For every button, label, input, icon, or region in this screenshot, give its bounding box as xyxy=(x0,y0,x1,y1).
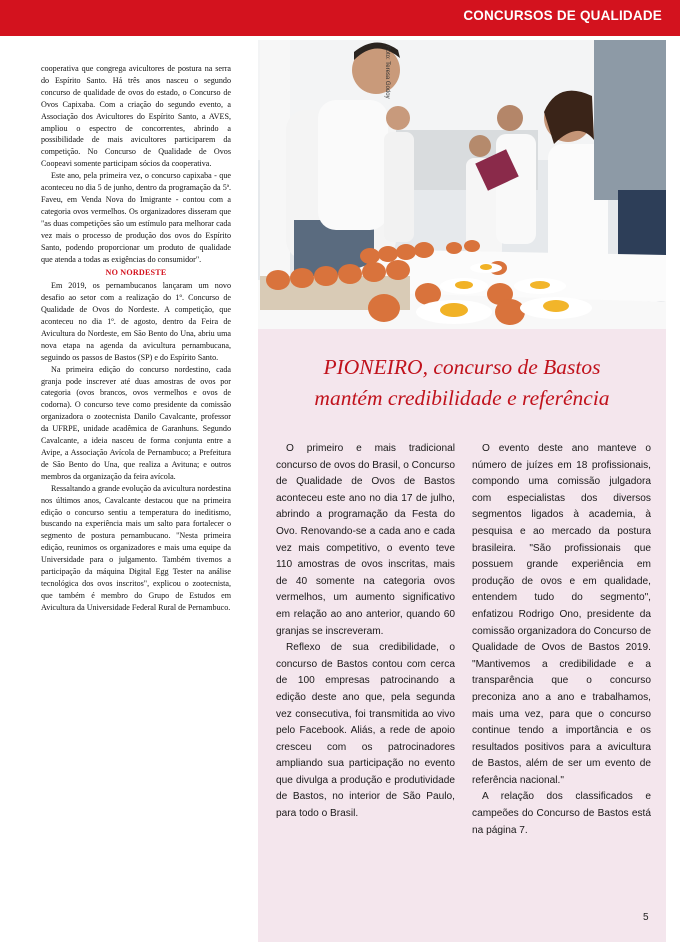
judging-photo-illustration xyxy=(258,40,666,329)
left-text-column xyxy=(41,63,231,614)
left-paragraph: cooperativa que congrega avicultores de postura na serra do Espírito Santo. Há três anos nasceu o segundo concurso de qualidade de ovos do estado, o Concurso de Ovos Capixaba. Com a criação do segundo evento, a Associação dos Avicultores do Espírito Santo, a AVES, ampliou o espectro de concorrentes, abrindo a possibilidade de mais avicultores participarem da competição. No Concurso de Qualidade de Ovos Coopeavi somente participam sócios da cooperativa. xyxy=(41,64,231,169)
photo-credit: Foto: Teresa Godoy xyxy=(384,46,390,99)
page-number: 5 xyxy=(643,912,649,923)
judging-photo xyxy=(258,40,666,329)
headline-line-1: PIONEIRO, concurso de Bastos xyxy=(323,355,601,379)
article-paragraph: Reflexo de sua credibilidade, o concurso de Bastos contou com cerca de 100 empresas patrocinando a edição deste ano que, pela segunda vez consecutiva, foi transmitida ao vivo pelo Facebook. Aliás, a rede de apoio cresceu com os patrocinadores ampliando sua participação no evento que divulga a produção e produtividade de Bastos, no interior de São Paulo, para todo o Brasil. xyxy=(276,642,455,820)
left-paragraph: Ressaltando a grande evolução da avicultura nordestina nos últimos anos, Cavalcante destacou que na primeira edição o concurso sentiu a temperatura do ineditismo, buscando na experiência mais um salto para fortalecer o segmento de postura pernambucano. "Nesta primeira edição, reunimos os organizadores e mais uma equipe da Universidade para o julgamento. Também tivemos a participação da máquina Digital Egg Tester na análise tecnológica dos ovos inscritos", explicou o zootecnista, que também é membro do Grupo de Estudos em Avicultura da Universidade Federal Rural de Pernambuco. xyxy=(41,483,231,612)
article-headline xyxy=(260,352,664,414)
section-title: CONCURSOS DE QUALIDADE xyxy=(463,8,662,23)
article-paragraph: A relação dos classificados e campeões do Concurso de Bastos está na página 7. xyxy=(472,791,651,836)
left-paragraph: Este ano, pela primeira vez, o concurso capixaba - que aconteceu no dia 5 de junho, dentro da programação da 5ª. Faveu, em Venda Nova do Imigrante - contou com a categoria ovos vermelhos. Os organizadores disseram que "as duas competições são um estímulo para melhorar cada vez mais o processo de produção dos ovos do Espírito Santo, podendo proporcionar um produto de qualidade que atenda a todas as exigências do consumidor". xyxy=(41,171,231,264)
article-paragraph: O evento deste ano manteve o número de juízes em 18 profissionais, compondo uma comissão julgadora com especialistas dos diversos segmentos ligados à academia, à pesquisa e ao mercado da postura brasileira. "São profissionais que possuem grande experiência em produção de ovos e em qualidade, entendem tudo do segmento", enfatizou Rodrigo Ono, presidente da comissão organizadora do Concurso de Qualidade de Ovos de Bastos 2019. "Mantivemos a credibilidade e a transparência que o concurso preconiza ano a ano e trabalhamos, mais uma vez, para que o concurso continue tendo a importância e os resultados positivos para a avicultura de Bastos, além de ser um evento de referência nacional." xyxy=(472,443,651,786)
left-paragraph: Na primeira edição do concurso nordestino, cada granja pode inscrever até duas amostras de ovos por categoria (ovos brancos, ovos vermelhos e ovos de codorna). O concurso teve como presidente da comissão organizadora o zootecnista Danilo Cavalcante, professor da UFRPE, unidade acadêmica de Garanhuns. Segundo Cavalcante, a ideia nasceu de forma conjunta entre a Avipe, a Associação Avícola de Pernambuco; a Prefeitura de São Bento do Una, que realiza a Avituna; e outros membros da organização da feira avícola. xyxy=(41,364,231,481)
left-paragraph: Em 2019, os pernambucanos lançaram um novo desafio ao setor com a realização do 1º. Concurso de Qualidade de Ovos do Nordeste. A competição, que aconteceu no dia 1º. de agosto, dentro da Feira de Avicultura do Nordeste, em São Bento do Una, abriu uma nova etapa na agenda da avicultura pernambucana, seguindo os passos de Bastos (SP) e do Espírito Santo. xyxy=(41,281,231,362)
headline-line-2: mantém credibilidade e referência xyxy=(314,386,610,410)
article-column-2 xyxy=(472,441,651,839)
article-paragraph: O primeiro e mais tradicional concurso de ovos do Brasil, o Concurso de Qualidade de Ovos de Bastos aconteceu este ano no dia 17 de julho, abrindo a programação da Festa do Ovo. Renovando-se a cada ano e cada vez mais competitivo, o evento teve 110 amostras de ovos inscritas, mais de 40 somente na categoria ovos vermelhos, um aumento significativo em relação ao ano anterior, quando 60 granjas se inscreveram. xyxy=(276,443,455,637)
section-header-bar xyxy=(0,0,680,36)
article-column-1 xyxy=(276,441,455,823)
header-divider xyxy=(0,36,680,38)
subheading-no-nordeste: NO NORDESTE xyxy=(105,268,167,278)
